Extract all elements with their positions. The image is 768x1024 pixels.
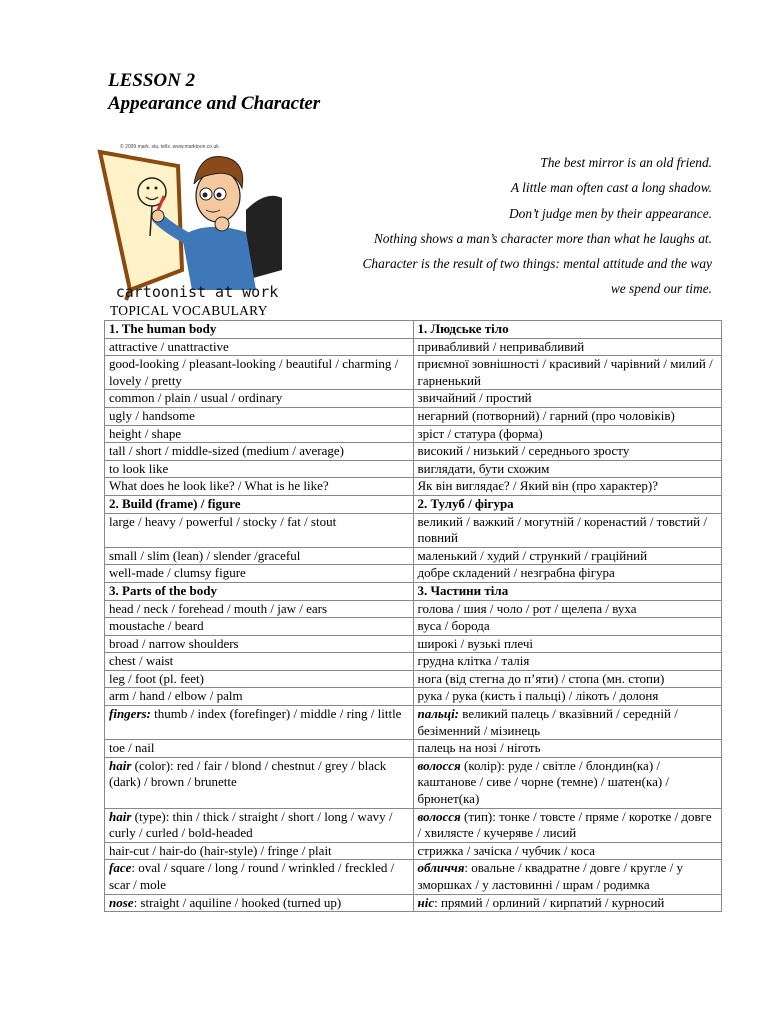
ukrainian-cell [413,356,722,390]
term-lead: ніс [417,894,435,910]
ukrainian-cell [413,443,722,461]
table-row [105,600,722,618]
term-text: палець на нозі / ніготь [417,740,541,756]
ukrainian-cell [413,513,722,547]
quote: Character is the result of two things: mental attitude and the way [362,256,712,272]
term-text: : прямий / орлиний / кирпатий / курносий [434,894,665,910]
table-row [105,808,722,842]
term-text: привабливий / непривабливий [417,338,585,354]
table-row [105,894,722,912]
table-row [105,443,722,461]
ukrainian-cell [413,478,722,496]
ukrainian-cell [413,740,722,758]
table-row [105,706,722,740]
term-text: 2. Тулуб / фігура [417,495,514,511]
table-row [105,688,722,706]
english-cell [105,443,414,461]
cartoon-caption: cartoonist at work [115,283,279,301]
term-lead: hair [109,808,132,824]
term-text: рука / рука (кисть і пальці) / лікоть / долоня [417,688,659,704]
table-row [105,390,722,408]
table-row [105,860,722,894]
term-text: великий / важкий / могутній / коренастий / товстий / повний [417,513,707,546]
table-row [105,740,722,758]
ukrainian-cell [413,547,722,565]
term-lead: fingers: [109,706,151,722]
table-row [105,460,722,478]
quote: Nothing shows a man’s character more than what he laughs at. [373,230,712,246]
term-text: small / slim (lean) / slender /graceful [109,547,301,563]
quote: Don’t judge men by their appearance. [508,205,712,221]
cartoon-copyright: © 2009 mark. stu. tells. www.marktoon.co.uk [120,144,219,150]
english-cell [105,808,414,842]
term-lead: hair [109,757,132,773]
term-text: виглядати, бути схожим [417,460,550,476]
ukrainian-cell [413,808,722,842]
term-text: What does he look like? / What is he like? [109,478,329,494]
term-text: height / shape [109,425,182,441]
english-cell [105,842,414,860]
term-lead: пальці: [417,706,460,722]
term-text: (колір): руде / світле / блондин(ка) / каштанове / сиве / чорне (темне) / шатен(ка) / брюнет(ка) [417,757,670,807]
term-text: to look like [109,460,169,476]
ukrainian-cell [413,894,722,912]
term-text: грудна клітка / талія [417,653,530,669]
term-text: 3. Частини тіла [417,582,509,598]
term-text: : straight / aquiline / hooked (turned up) [133,894,342,910]
term-text: приємної зовнішності / красивий / чарівний / милий / гарненький [417,356,713,388]
term-text: : овальне / квадратне / довге / кругле / у зморшках / у ластовинні / шрам / родимка [417,860,683,892]
table-row [105,757,722,808]
english-cell [105,513,414,547]
english-cell [105,547,414,565]
term-text: thumb / index (forefinger) / middle / ring / little [150,706,402,722]
term-text: 2. Build (frame) / figure [109,495,241,511]
english-cell [105,600,414,618]
term-lead: nose [109,894,134,910]
ukrainian-cell [413,321,722,339]
english-cell [105,425,414,443]
english-cell [105,706,414,740]
ukrainian-cell [413,842,722,860]
term-text: chest / waist [109,653,174,669]
term-text: (type): thin / thick / straight / short / long / wavy / curly / curled / bold-headed [109,808,393,841]
quote: we spend our time. [610,281,712,297]
ukrainian-cell [413,757,722,808]
ukrainian-cell [413,706,722,740]
english-cell [105,565,414,583]
term-text: (color): red / fair / blond / chestnut / grey / black (dark) / brown / brunette [109,757,387,790]
term-text: (тип): тонке / товсте / пряме / коротке / довге / хвилясте / кучеряве / лисий [417,808,712,841]
term-text: hair-cut / hair-do (hair-style) / fringe / plait [109,842,332,858]
table-row [105,478,722,496]
term-text: 1. The human body [109,321,217,336]
quote: A little man often cast a long shadow. [510,180,712,196]
term-text: звичайний / простий [417,390,532,406]
ukrainian-cell [413,425,722,443]
english-cell [105,670,414,688]
english-cell [105,653,414,671]
term-text: broad / narrow shoulders [109,635,239,651]
english-cell [105,757,414,808]
table-row [105,842,722,860]
english-cell [105,740,414,758]
ukrainian-cell [413,460,722,478]
ukrainian-cell [413,338,722,356]
section-header-row [105,321,722,339]
table-row [105,565,722,583]
term-text: arm / hand / elbow / palm [109,688,243,704]
term-text: attractive / unattractive [109,338,229,354]
term-text: Як він виглядає? / Який він (про характер)? [417,478,658,494]
ukrainian-cell [413,688,722,706]
term-text: 3. Parts of the body [109,582,217,598]
english-cell [105,688,414,706]
ukrainian-cell [413,600,722,618]
english-cell [105,390,414,408]
ukrainian-cell [413,407,722,425]
term-text: нога (від стегна до п’яти) / стопа (мн. стопи) [417,670,665,686]
table-row [105,338,722,356]
term-text: ugly / handsome [109,407,195,423]
term-text: великий палець / вказівний / середній / безіменний / мізинець [417,706,678,738]
term-text: leg / foot (pl. feet) [109,670,204,686]
english-cell [105,894,414,912]
english-cell [105,860,414,894]
term-text: large / heavy / powerful / stocky / fat / stout [109,513,337,529]
english-cell [105,478,414,496]
vocabulary-table [104,320,722,912]
lesson-title: LESSON 2 [108,70,196,91]
table-row [105,635,722,653]
table-row [105,513,722,547]
english-cell [105,407,414,425]
vocabulary-heading: TOPICAL VOCABULARY [110,303,268,318]
term-text: високий / низький / середнього зросту [417,443,630,459]
term-lead: волосся [417,808,461,824]
english-cell [105,582,414,600]
term-text: head / neck / forehead / mouth / jaw / ears [109,600,328,616]
quotes-block [242,150,712,302]
term-text: голова / шия / чоло / рот / щелепа / вуха [417,600,637,616]
table-row [105,618,722,636]
english-cell [105,338,414,356]
term-text: 1. Людське тіло [417,321,509,336]
english-cell [105,495,414,513]
table-row [105,356,722,390]
table-row [105,653,722,671]
table-row [105,407,722,425]
table-row [105,425,722,443]
term-text: стрижка / зачіска / чубчик / коса [417,842,595,858]
term-text: tall / short / middle-sized (medium / average) [109,443,345,459]
table-row [105,670,722,688]
term-text: широкі / вузькі плечі [417,635,533,651]
term-text: toe / nail [109,740,155,756]
term-lead: волосся [417,757,461,773]
section-header-row [105,495,722,513]
ukrainian-cell [413,582,722,600]
ukrainian-cell [413,618,722,636]
term-text: негарний (потворний) / гарний (про чоловіків) [417,407,675,423]
ukrainian-cell [413,860,722,894]
english-cell [105,618,414,636]
ukrainian-cell [413,670,722,688]
term-text: : oval / square / long / round / wrinkled / freckled / scar / mole [109,860,395,892]
ukrainian-cell [413,495,722,513]
english-cell [105,635,414,653]
term-text: вуса / борода [417,618,490,634]
section-header-row [105,582,722,600]
term-text: маленький / худий / стрункий / граційний [417,547,648,563]
term-text: well-made / clumsy figure [109,565,246,581]
english-cell [105,460,414,478]
term-lead: обличчя [417,860,465,876]
ukrainian-cell [413,653,722,671]
term-text: moustache / beard [109,618,204,634]
quote: The best mirror is an old friend. [540,155,712,170]
table-row [105,547,722,565]
term-text: common / plain / usual / ordinary [109,390,283,406]
term-text: зріст / статура (форма) [417,425,543,441]
english-cell [105,321,414,339]
lesson-subtitle: Appearance and Character [108,93,321,114]
ukrainian-cell [413,565,722,583]
term-text: good-looking / pleasant-looking / beautiful / charming / lovely / pretty [109,356,399,388]
ukrainian-cell [413,390,722,408]
ukrainian-cell [413,635,722,653]
english-cell [105,356,414,390]
term-text: добре складений / незграбна фігура [417,565,615,581]
term-lead: face [109,860,132,876]
